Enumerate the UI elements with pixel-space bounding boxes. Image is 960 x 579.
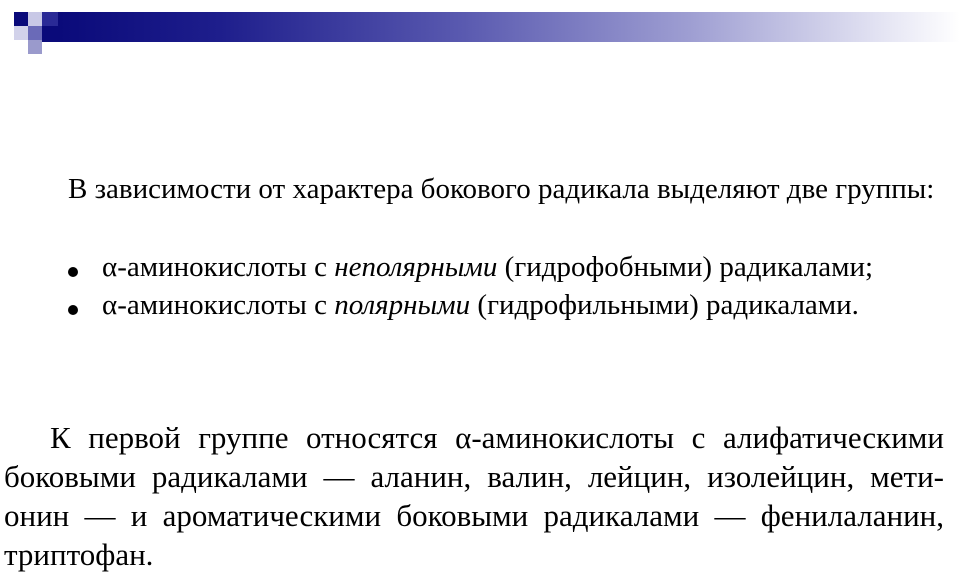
list-item-emphasis: полярными	[334, 289, 471, 321]
header-square	[42, 12, 58, 26]
first-group-paragraph: К первой группе относятся α-аминокислоты с алифатическими боковыми радикалами — аланин, валин, лейцин, изолейцин, мети-онин — и ароматическими боковыми радикалами — фенилаланин, триптофан.	[4, 420, 944, 572]
bullet-icon	[68, 305, 78, 315]
list-item	[64, 248, 944, 286]
header-square	[42, 26, 58, 42]
header-square	[28, 12, 42, 26]
header-square	[14, 12, 28, 26]
list-item-prefix: α-аминокислоты с	[102, 251, 335, 283]
list-item-suffix: (гидрофильными) радикалами.	[470, 289, 859, 321]
header-square	[28, 26, 42, 40]
bullet-icon	[68, 267, 78, 277]
list-item-prefix: α-аминокислоты с	[102, 289, 335, 321]
list-item-emphasis: неполярными	[334, 251, 498, 283]
list-item-suffix: (гидрофобными) радикалами;	[497, 251, 874, 283]
header-square	[14, 26, 28, 40]
header-square	[28, 40, 42, 54]
slide-header-decoration	[0, 0, 960, 60]
list-item	[64, 286, 944, 324]
header-gradient-bar	[58, 12, 960, 42]
group-list	[64, 248, 944, 324]
intro-paragraph: В зависимости от характера бокового радикала выделяют две группы:	[68, 173, 935, 205]
